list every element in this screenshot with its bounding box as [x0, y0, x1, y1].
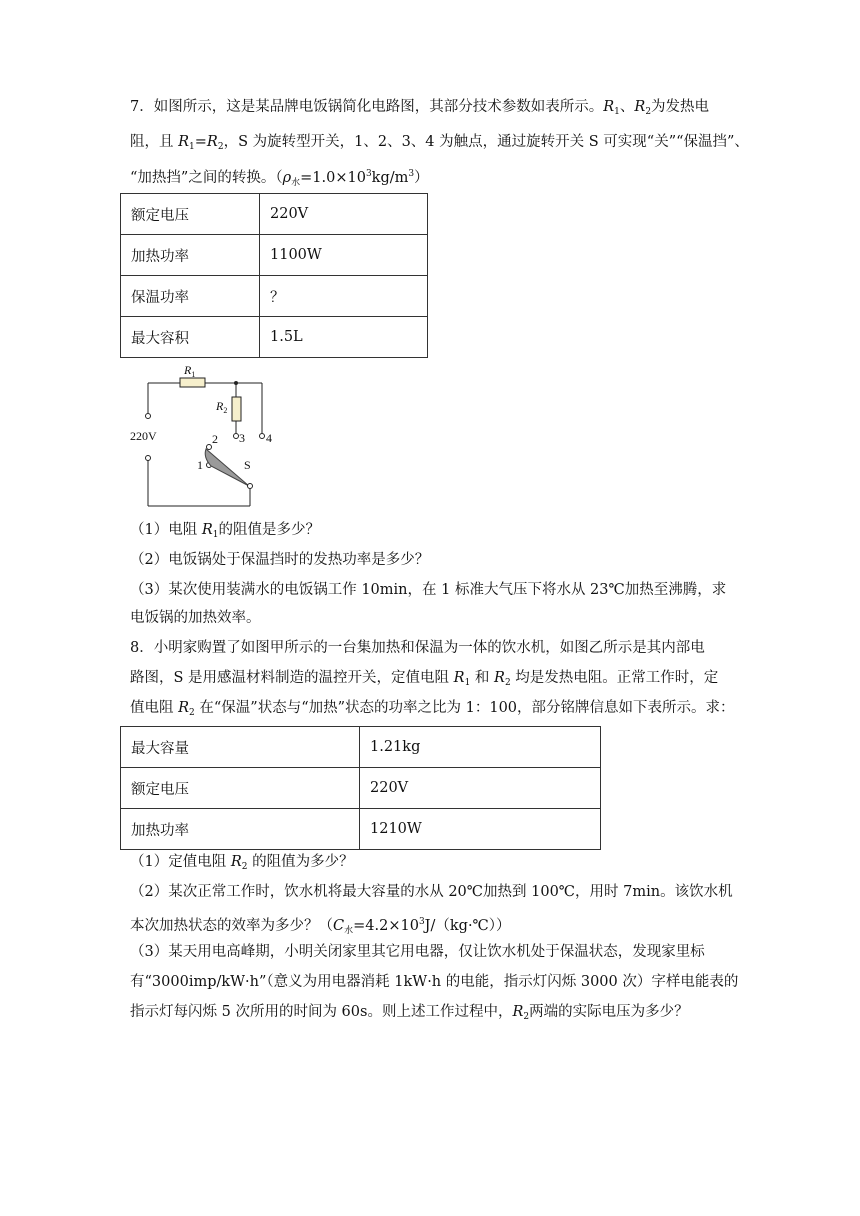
q7-line-1: 7．如图所示，这是某品牌电饭锅简化电路图，其部分技术参数如表所示。$R_1$、$R_2$为发热电 — [130, 99, 710, 117]
contact-4 — [260, 434, 265, 439]
switch-pivot — [248, 484, 253, 489]
label-contact-3: 3 — [239, 431, 245, 445]
contact-2 — [207, 445, 212, 450]
label-r2: $R_2$ — [216, 399, 228, 415]
q8-sub-2-line-1: （2）某次正常工作时，饮水机将最大容量的水从 20℃加热到 100℃，用时 7min。该饮水机 — [130, 884, 733, 900]
circuit-diagram — [125, 360, 295, 512]
resistor-r1 — [180, 378, 205, 387]
q7-sub-2: （2）电饭锅处于保温挡时的发热功率是多少？ — [130, 552, 430, 568]
q8-line-1: 8．小明家购置了如图甲所示的一台集加热和保温为一体的饮水机，如图乙所示是其内部电 — [130, 640, 705, 656]
terminal-top — [146, 414, 151, 419]
q8-line-2: 路图，S 是用感温材料制造的温控开关，定值电阻 $R_1$ 和 $R_2$ 均是发热电阻。正常工作时，定 — [130, 670, 719, 688]
table-row: 加热功率 1210W — [121, 809, 601, 850]
table-row: 最大容量 1.21kg — [121, 727, 601, 768]
q7-spec-table — [120, 193, 428, 358]
label-contact-4: 4 — [266, 431, 272, 445]
q7-sub-1: （1）电阻 $R_1$的阻值是多少？ — [130, 522, 320, 540]
label-switch: S — [244, 458, 251, 472]
q7-sub-3-line-1: （3）某次使用装满水的电饭锅工作 10min，在 1 标准大气压下将水从 23℃加热至沸腾，求 — [130, 582, 727, 598]
resistor-r2 — [232, 397, 241, 421]
table-row: 额定电压 220V — [121, 768, 601, 809]
q8-sub-3-line-2: 有“3000imp/kW·h”（意义为用电器消耗 1kW·h 的电能，指示灯闪烁 3000 次）字样电能表的 — [130, 974, 739, 990]
q8-sub-2-line-2: 本次加热状态的效率为多少？$(C_水=4.2\times 10^3J/(kg\cdot℃))$ — [130, 917, 511, 936]
label-contact-2: 2 — [212, 432, 218, 446]
terminal-bottom — [146, 456, 151, 461]
q8-spec-table — [120, 726, 601, 850]
q8-sub-1: （1）定值电阻 $R_2$ 的阻值为多少？ — [130, 854, 354, 872]
rotary-switch — [205, 449, 249, 486]
table-row: 最大容积 1.5L — [121, 317, 428, 358]
table-row: 加热功率 1100W — [121, 235, 428, 276]
label-contact-1: 1 — [197, 458, 203, 472]
label-voltage: 220V — [130, 429, 157, 443]
q8-line-3: 值电阻 $R_2$ 在“保温”状态与“加热”状态的功率之比为 1：100，部分铭牌信息如下表所示。求： — [130, 700, 735, 718]
q7-line-3: “加热挡”之间的转换。$(\rho_水=1.0\times 10^3kg/m^3)$ — [130, 169, 429, 188]
q7-sub-3-line-2: 电饭锅的加热效率。 — [130, 610, 261, 626]
q8-sub-3-line-1: （3）某天用电高峰期，小明关闭家里其它用电器，仅让饮水机处于保温状态，发现家里标 — [130, 944, 705, 960]
label-r1: $R_1$ — [184, 363, 196, 379]
table-row: 保温功率 ？ — [121, 276, 428, 317]
contact-3 — [234, 434, 239, 439]
q8-sub-3-line-3: 指示灯每闪烁 5 次所用的时间为 60s。则上述工作过程中，$R_2$两端的实际电压为多少？ — [130, 1004, 689, 1022]
table-row: 额定电压 220V — [121, 194, 428, 235]
q7-line-2: 阻，且 $R_1=R_2$，S 为旋转型开关，1、2、3、4 为触点，通过旋转开关 S 可实现“关”“保温挡”、 — [130, 134, 749, 152]
